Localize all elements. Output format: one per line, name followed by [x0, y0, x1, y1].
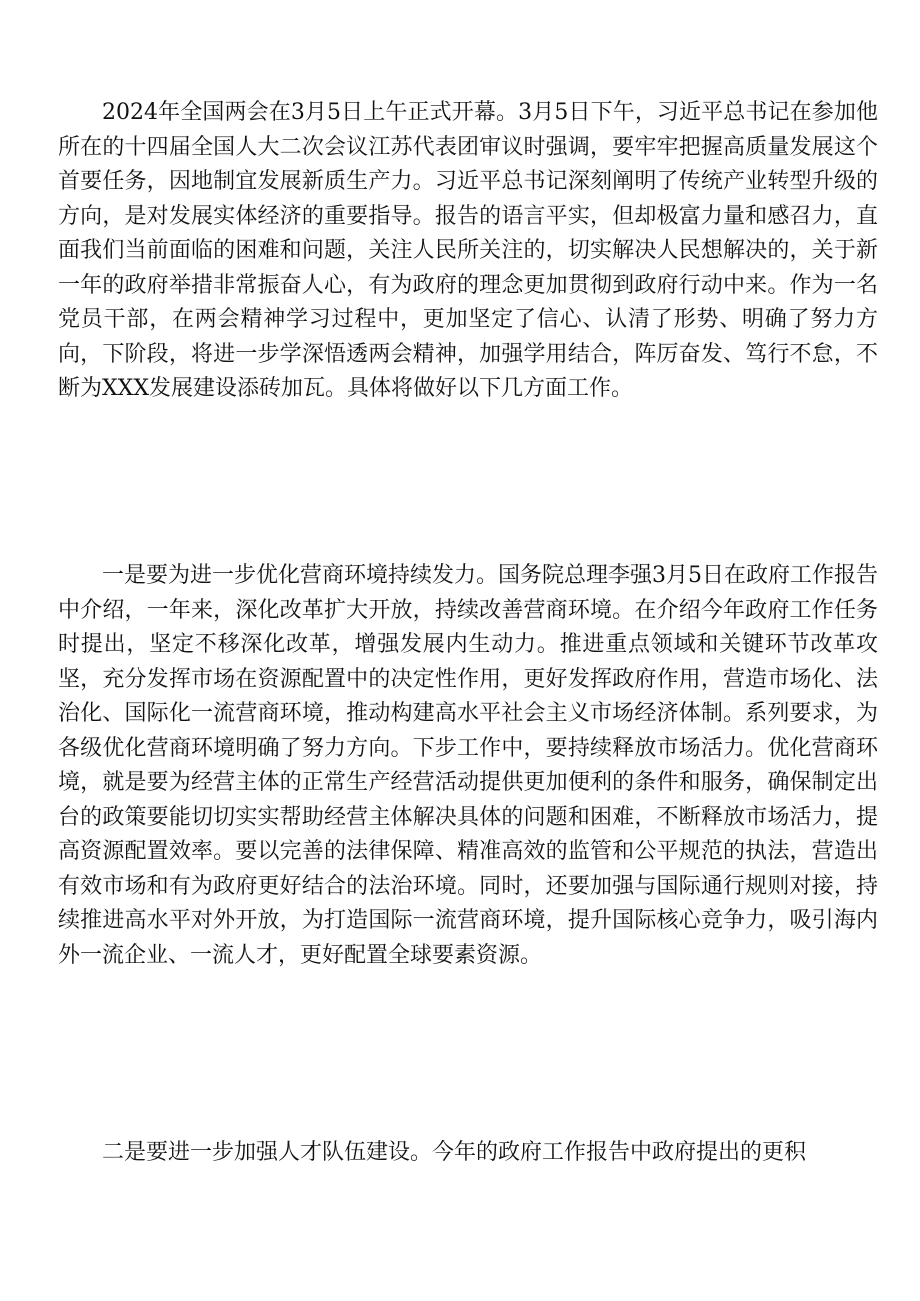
paragraph-talent-team: 二是要进一步加强人才队伍建设。今年的政府工作报告中政府提出的更积 [102, 1140, 807, 1165]
paragraph-intro: 2024年全国两会在3月5日上午正式开幕。3月5日下午，习近平总书记在参加他所在的十四届全国人大二次会议江苏代表团审议时强调，要牢牢把握高质量发展这个首要任务，因地制宜发展新质生产力。习近平总书记深刻阐明了传统产业转型升级的方向，是对发展实体经济的重要指导。报告的语言平实，但却极富力量和感召力，直面我们当前面临的困难和问题，关注人民所关注的，切实解决人民想解决的，关于新一年的政府举措非常振奋人心，有为政府的理念更加贯彻到政府行动中来。作为一名党员干部，在两会精神学习过程中，更加坚定了信心、认清了形势、明确了努力方向，下阶段，将进一步学深悟透两会精神，加强学用结合，阵厉奋发、笃行不怠，不断为XXX发展建设添砖加瓦。具体将做好以下几方面工作。 [58, 100, 878, 401]
paragraph-business-environment: 一是要为进一步优化营商环境持续发力。国务院总理李强3月5日在政府工作报告中介绍，一年来，深化改革扩大开放，持续改善营商环境。在介绍今年政府工作任务时提出，坚定不移深化改革，增强发展内生动力。推进重点领域和关键环节改革攻坚，充分发挥市场在资源配置中的决定性作用，更好发挥政府作用，营造市场化、法治化、国际化一流营商环境，推动构建高水平社会主义市场经济体制。系列要求，为各级优化营商环境明确了努力方向。下步工作中，要持续释放市场活力。优化营商环境，就是要为经营主体的正常生产经营活动提供更加便利的条件和服务，确保制定出台的政策要能切切实实帮助经营主体解决具体的问题和困难，不断释放市场活力，提高资源配置效率。要以完善的法律保障、精准高效的监管和公平规范的执法，营造出有效市场和有为政府更好结合的法治环境。同时，还要加强与国际通行规则对接，持续推进高水平对外开放，为打造国际一流营商环境，提升国际核心竞争力，吸引海内外一流企业、一流人才，更好配置全球要素资源。 [58, 563, 878, 968]
